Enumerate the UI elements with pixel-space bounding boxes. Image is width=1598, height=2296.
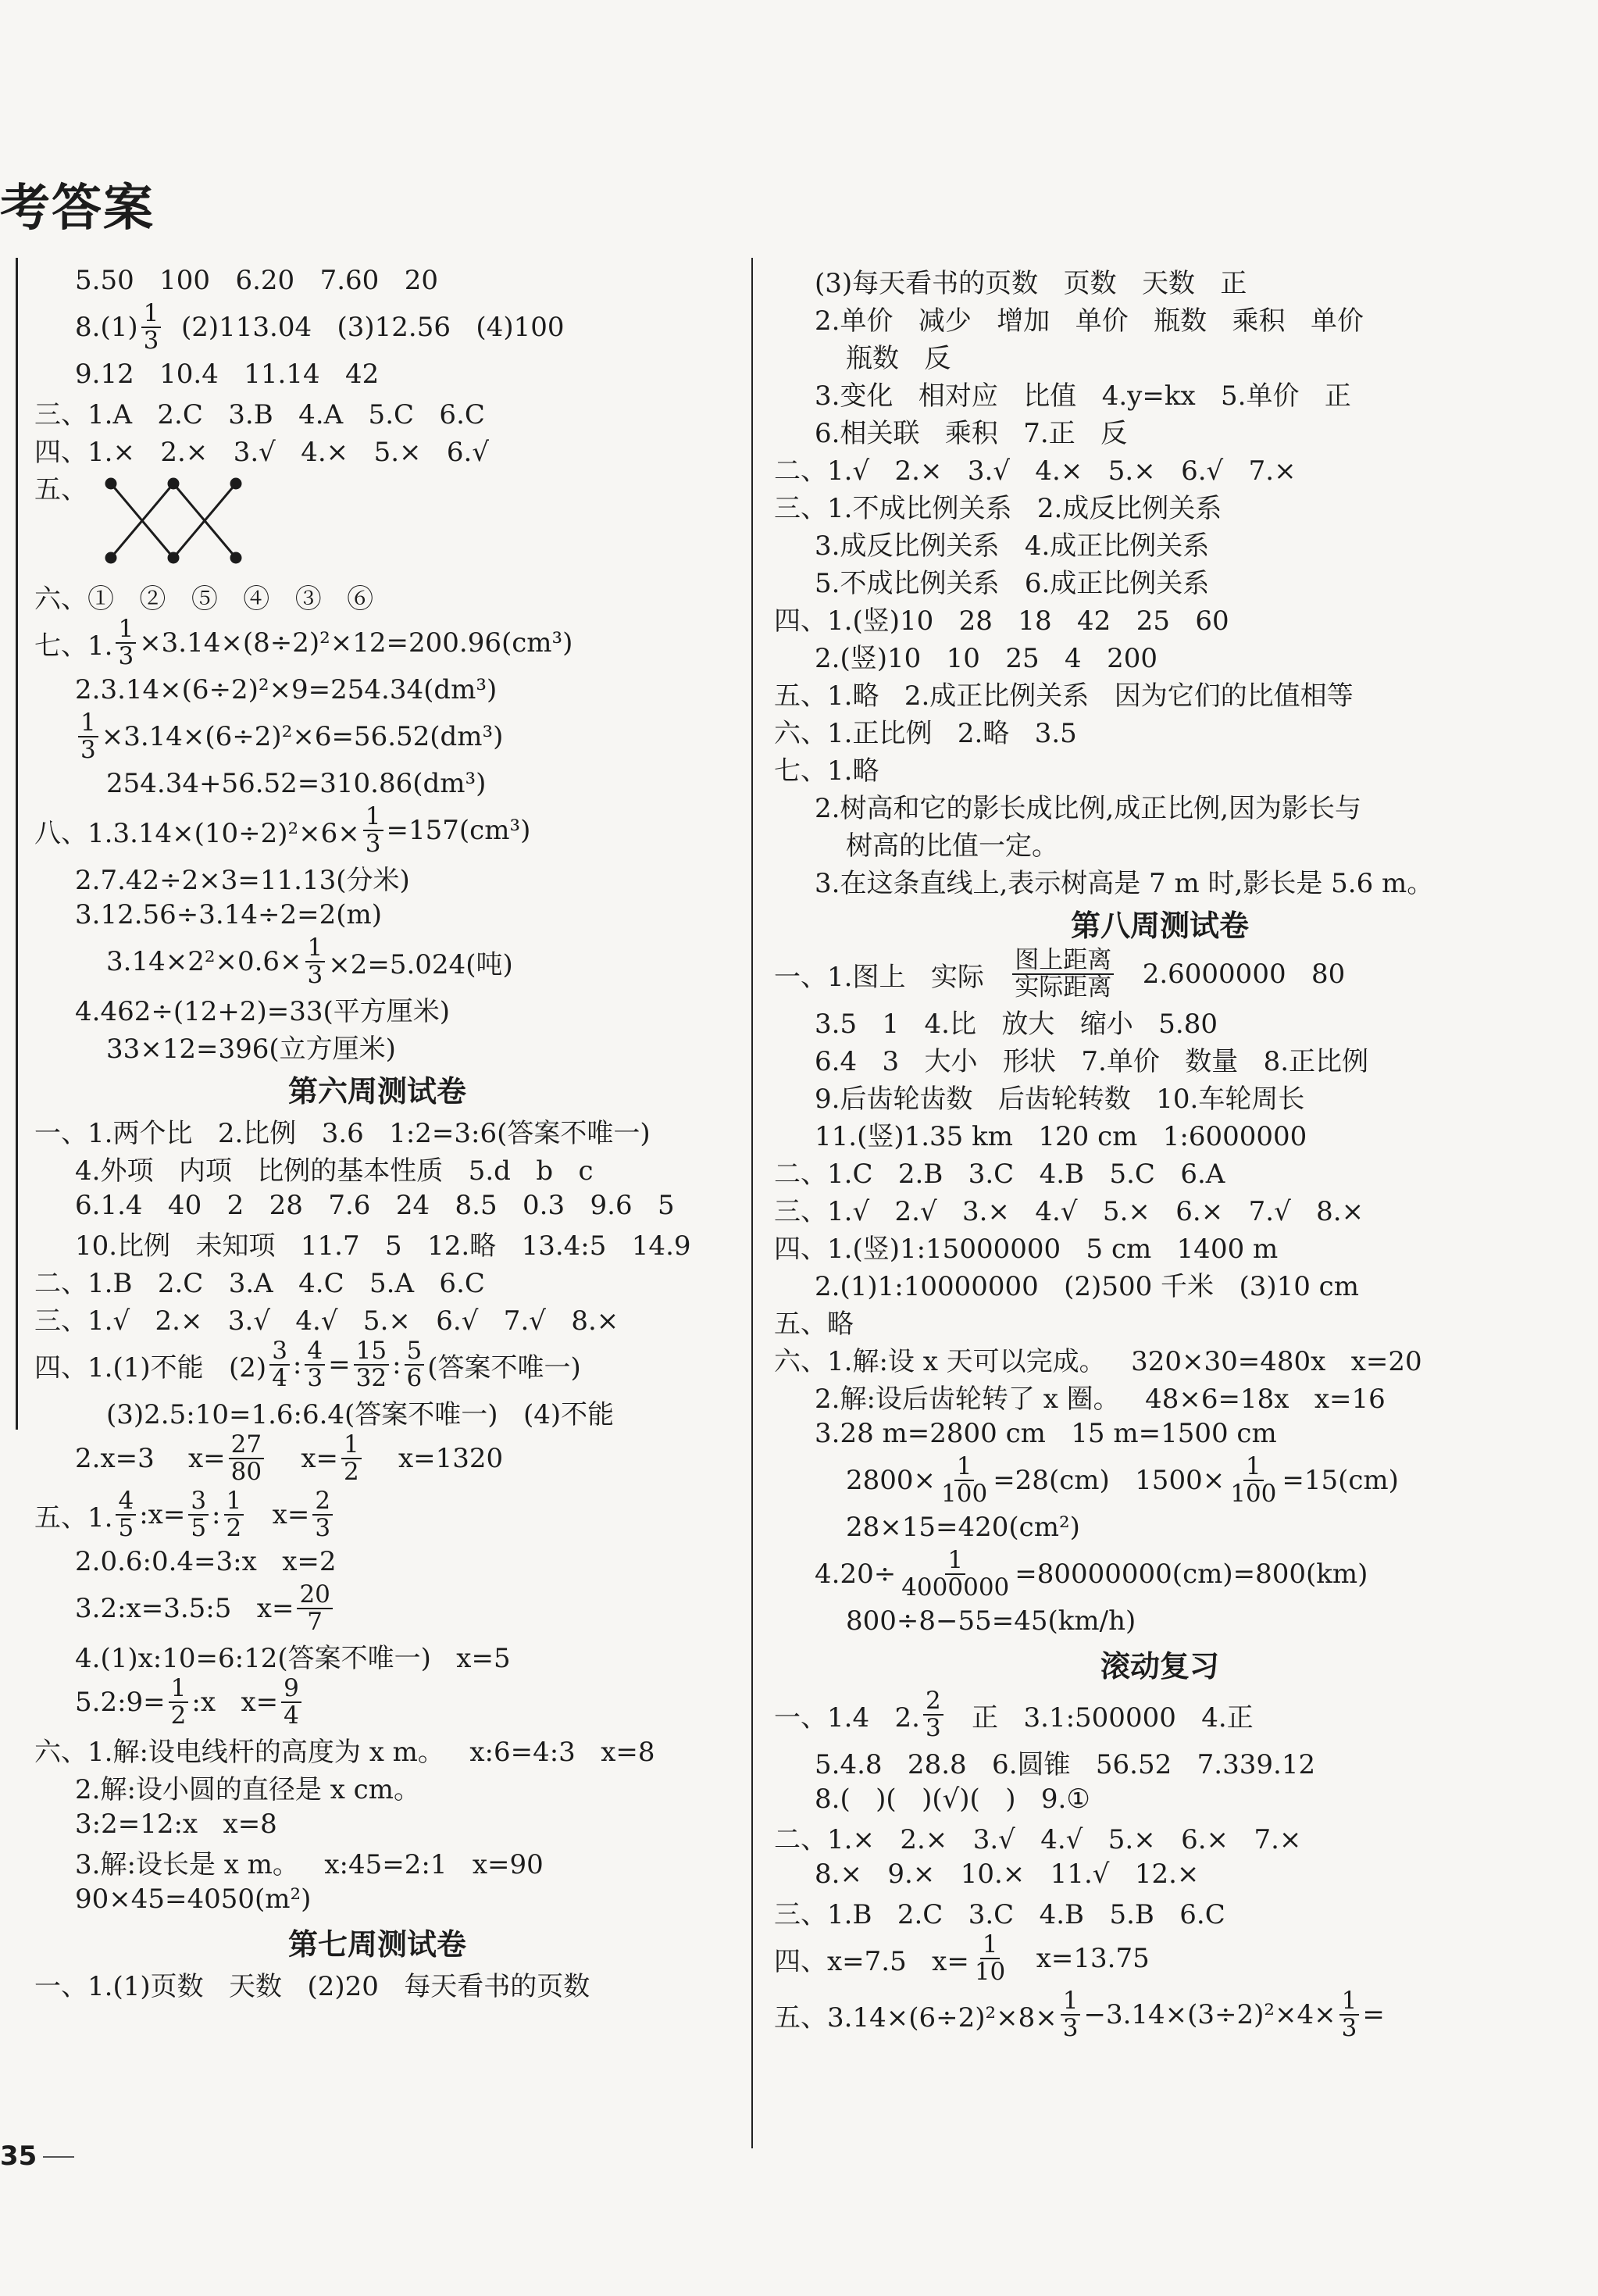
answer-text: 8.× 9.× 10.× 11.√ 12.× bbox=[815, 1859, 1200, 1890]
answer-line bbox=[30, 1027, 725, 1065]
answer-text: :x= bbox=[139, 1499, 186, 1530]
answer-text: : bbox=[392, 1349, 401, 1380]
fraction-denominator: 100 bbox=[1230, 1480, 1277, 1508]
fraction bbox=[972, 1932, 1008, 1984]
answer-line bbox=[769, 1743, 1550, 1780]
fraction-numerator: 4 bbox=[116, 1488, 136, 1516]
fraction-denominator: 80 bbox=[230, 1458, 262, 1486]
answer-line bbox=[769, 1687, 1550, 1743]
answer-line bbox=[30, 1299, 725, 1337]
fraction-numerator: 1 bbox=[1061, 1988, 1081, 2016]
answer-line bbox=[30, 671, 725, 709]
answer-line bbox=[769, 1340, 1550, 1377]
answer-line bbox=[769, 1855, 1550, 1893]
fraction bbox=[1228, 1454, 1279, 1506]
answer-line bbox=[769, 946, 1550, 1002]
fraction bbox=[281, 1676, 301, 1728]
answer-text: 3.12.56÷3.14÷2=2(m) bbox=[75, 899, 382, 930]
answer-text: 90×45=4050(m²) bbox=[75, 1884, 312, 1915]
fraction-numerator: 1 bbox=[141, 301, 162, 328]
fraction-denominator: 3 bbox=[143, 327, 159, 355]
answer-text: 三、1.B 2.C 3.C 4.B 5.B 6.C bbox=[774, 1898, 1225, 1930]
fraction bbox=[341, 1432, 362, 1484]
fraction-denominator: 3 bbox=[1341, 2014, 1357, 2042]
answer-line bbox=[30, 934, 725, 990]
answer-text: 2.解:设后齿轮转了 x 圈。 48×6=18x x=16 bbox=[815, 1383, 1386, 1415]
fraction-denominator: 3 bbox=[925, 1714, 941, 1742]
answer-text: : bbox=[292, 1349, 302, 1380]
answer-text: 2.x=3 x= bbox=[75, 1443, 226, 1474]
answer-line bbox=[769, 674, 1550, 712]
answer-text: 七、1. bbox=[34, 630, 113, 662]
answer-text: x=1320 bbox=[364, 1443, 504, 1474]
fraction-numerator: 15 bbox=[354, 1338, 389, 1366]
answer-line bbox=[769, 1546, 1550, 1602]
answer-text: 五、1.略 2.成正比例关系 因为它们的比值相等 bbox=[774, 680, 1354, 712]
answer-text: 4.20÷ bbox=[815, 1559, 897, 1590]
fraction bbox=[1339, 1988, 1360, 2041]
fraction-denominator: 3 bbox=[307, 961, 323, 989]
answer-text: 2.0.6:0.4=3:x x=2 bbox=[75, 1546, 337, 1577]
answer-line bbox=[769, 1780, 1550, 1818]
answer-text: 28×15=420(cm²) bbox=[846, 1512, 1080, 1543]
answer-text: 三、1.A 2.C 3.B 4.A 5.C 6.C bbox=[34, 398, 485, 430]
fraction-numerator: 1 bbox=[305, 935, 326, 962]
answer-line bbox=[30, 262, 725, 299]
answer-text: 8.( )( )(√)( ) 9.① bbox=[815, 1784, 1090, 1815]
answer-text: ×2=5.024(吨) bbox=[328, 948, 513, 980]
answer-text: 5.50 100 6.20 7.60 20 bbox=[75, 265, 438, 296]
fraction bbox=[78, 710, 98, 762]
answer-text: (3)2.5:10=1.6:6.4(答案不唯一) (4)不能 bbox=[106, 1398, 615, 1430]
answer-line bbox=[769, 524, 1550, 562]
fraction-numerator: 3 bbox=[269, 1338, 290, 1366]
fraction-denominator: 4 bbox=[284, 1701, 299, 1730]
fraction bbox=[923, 1688, 943, 1741]
answer-line bbox=[30, 1393, 725, 1430]
answer-text: 五、略 bbox=[774, 1308, 854, 1340]
answer-text: 3.解:设长是 x m。 x:45=2:1 x=90 bbox=[75, 1848, 544, 1880]
fraction-denominator: 7 bbox=[307, 1608, 323, 1636]
fraction-numerator: 2 bbox=[312, 1488, 333, 1516]
answer-text: 五、3.14×(6÷2)²×8× bbox=[774, 2001, 1058, 2034]
fraction bbox=[297, 1582, 332, 1634]
answer-line bbox=[30, 1187, 725, 1224]
answer-line bbox=[30, 577, 725, 615]
fraction-denominator: 4000000 bbox=[901, 1573, 1010, 1601]
answer-text: 5.不成比例关系 6.成正比例关系 bbox=[815, 567, 1210, 599]
answer-line bbox=[30, 1262, 725, 1299]
answer-line bbox=[769, 599, 1550, 637]
answer-line bbox=[769, 1602, 1550, 1640]
answer-text: 树高的比值一定。 bbox=[846, 830, 1058, 862]
answer-line bbox=[769, 1040, 1550, 1077]
answer-text: = bbox=[328, 1349, 351, 1380]
fraction bbox=[169, 1676, 189, 1728]
section-heading: 第八周测试卷 bbox=[1070, 908, 1249, 943]
answer-line bbox=[769, 1987, 1550, 2043]
fraction-numerator: 1 bbox=[954, 1454, 975, 1481]
answer-text: 6.1.4 40 2 28 7.6 24 8.5 0.3 9.6 5 bbox=[75, 1190, 675, 1221]
answer-line bbox=[30, 1224, 725, 1262]
fraction bbox=[188, 1488, 209, 1541]
answer-line bbox=[769, 1115, 1550, 1152]
answer-text: 七、1.略 bbox=[774, 755, 879, 787]
answer-text: 2.解:设小圆的直径是 x cm。 bbox=[75, 1773, 420, 1805]
answer-line bbox=[30, 355, 725, 393]
answer-text: x= bbox=[247, 1499, 310, 1530]
column-divider bbox=[751, 258, 753, 2148]
fraction bbox=[312, 1488, 333, 1541]
answer-line bbox=[30, 1880, 725, 1918]
right-answer-column bbox=[769, 262, 1550, 2043]
answer-line bbox=[30, 430, 725, 468]
answer-line bbox=[769, 1002, 1550, 1040]
fraction-numerator: 1 bbox=[78, 710, 98, 737]
fraction-numerator: 9 bbox=[281, 1676, 301, 1703]
answer-line bbox=[30, 615, 725, 671]
fraction bbox=[363, 804, 383, 856]
answer-line bbox=[769, 787, 1550, 824]
answer-text: (2)113.04 (3)12.56 (4)100 bbox=[164, 312, 565, 343]
answer-line bbox=[769, 1152, 1550, 1190]
answer-text: 六、1.解:设 x 天可以完成。 320×30=480x x=20 bbox=[774, 1345, 1422, 1377]
answer-line bbox=[769, 1818, 1550, 1855]
fraction bbox=[1012, 948, 1114, 1000]
answer-text: 三、1.不成比例关系 2.成反比例关系 bbox=[774, 492, 1222, 524]
answer-text: 四、1.(竖)1:15000000 5 cm 1400 m bbox=[774, 1233, 1279, 1265]
answer-text: 2.(竖)10 10 25 4 200 bbox=[815, 642, 1157, 674]
answer-line bbox=[30, 299, 725, 355]
answer-text: 9.后齿轮齿数 后齿轮转数 10.车轮周长 bbox=[815, 1083, 1305, 1115]
answer-text: =15(cm) bbox=[1282, 1465, 1399, 1496]
fraction-denominator: 32 bbox=[355, 1364, 387, 1392]
answer-line bbox=[30, 709, 725, 765]
answer-text: 3.14×2²×0.6× bbox=[106, 946, 302, 977]
section-heading: 第七周测试卷 bbox=[287, 1926, 466, 1962]
answer-text: 4.462÷(12+2)=33(平方厘米) bbox=[75, 995, 451, 1027]
answer-text: 3.在这条直线上,表示树高是 7 m 时,影长是 5.6 m。 bbox=[815, 867, 1434, 899]
answer-text: = bbox=[1362, 1999, 1385, 2030]
answer-text: : bbox=[212, 1499, 221, 1530]
answer-line bbox=[30, 393, 725, 430]
fraction-denominator: 5 bbox=[191, 1514, 207, 1542]
fraction-denominator: 4 bbox=[272, 1364, 287, 1392]
answer-line bbox=[769, 1077, 1550, 1115]
page-number-dash bbox=[43, 2156, 74, 2158]
fraction-numerator: 27 bbox=[229, 1432, 264, 1459]
fraction-denominator: 3 bbox=[1062, 2014, 1079, 2042]
answer-text: 一、1.两个比 2.比例 3.6 1:2=3:6(答案不唯一) bbox=[34, 1117, 651, 1149]
answer-text: 四、1.(1)不能 (2) bbox=[34, 1352, 267, 1384]
answer-text: 2.树高和它的影长成比例,成正比例,因为影长与 bbox=[815, 792, 1362, 824]
fraction bbox=[939, 1454, 990, 1506]
answer-text: 四、1.(竖)10 28 18 42 25 60 bbox=[774, 605, 1229, 637]
answer-text: −3.14×(3÷2)²×4× bbox=[1083, 1999, 1336, 2030]
answer-line bbox=[769, 337, 1550, 374]
answer-line bbox=[30, 1580, 725, 1637]
fraction-denominator: 2 bbox=[344, 1458, 359, 1486]
fraction bbox=[116, 1488, 136, 1541]
answer-line bbox=[30, 896, 725, 934]
page-number: 35 bbox=[0, 2141, 37, 2172]
fraction-numerator: 4 bbox=[305, 1338, 325, 1366]
answer-text: (3)每天看书的页数 页数 天数 正 bbox=[815, 267, 1247, 299]
answer-line bbox=[769, 1452, 1550, 1509]
answer-line bbox=[30, 1730, 725, 1768]
answer-text: 六、1.正比例 2.略 3.5 bbox=[774, 717, 1077, 749]
answer-text: 四、1.× 2.× 3.√ 4.× 5.× 6.√ bbox=[34, 436, 490, 468]
answer-text: 五、 bbox=[34, 474, 87, 505]
answer-line bbox=[30, 1543, 725, 1580]
answer-text: 254.34+56.52=310.86(dm³) bbox=[106, 768, 487, 799]
answer-text: 3.变化 相对应 比值 4.y=kx 5.单价 正 bbox=[815, 380, 1351, 412]
answer-line bbox=[769, 487, 1550, 524]
answer-text: 2.单价 减少 增加 单价 瓶数 乘积 单价 bbox=[815, 305, 1364, 337]
answer-text: 二、1.C 2.B 3.C 4.B 5.C 6.A bbox=[774, 1158, 1225, 1190]
fraction-numerator: 1 bbox=[980, 1932, 1001, 1959]
answer-line bbox=[30, 1487, 725, 1543]
answer-line bbox=[769, 1227, 1550, 1265]
fraction-denominator: 6 bbox=[406, 1364, 423, 1392]
fraction-denominator: 10 bbox=[974, 1958, 1006, 1986]
fraction-denominator: 3 bbox=[118, 642, 134, 670]
matching-lines-diagram bbox=[87, 468, 259, 570]
fraction bbox=[116, 616, 136, 669]
answer-text: 2.6000000 80 bbox=[1117, 959, 1346, 990]
fraction-numerator: 2 bbox=[923, 1688, 943, 1716]
fraction-numerator: 1 bbox=[341, 1432, 362, 1459]
answer-line bbox=[769, 1377, 1550, 1415]
answer-text: 正 3.1:500000 4.正 bbox=[946, 1701, 1254, 1734]
answer-text: 3.成反比例关系 4.成正比例关系 bbox=[815, 530, 1210, 562]
answer-text: 二、1.√ 2.× 3.√ 4.× 5.× 6.√ 7.× bbox=[774, 455, 1297, 487]
answer-text: 2.3.14×(6÷2)²×9=254.34(dm³) bbox=[75, 674, 498, 705]
answer-text: 二、1.× 2.× 3.√ 4.√ 5.× 6.× 7.× bbox=[774, 1823, 1302, 1855]
fraction-denominator: 实际距离 bbox=[1015, 973, 1112, 1002]
section-heading: 滚动复习 bbox=[1100, 1648, 1219, 1684]
answer-text: 2800× bbox=[846, 1465, 936, 1496]
answer-text: 4.外项 内项 比例的基本性质 5.d b c bbox=[75, 1155, 594, 1187]
fraction-denominator: 3 bbox=[80, 736, 96, 764]
answer-line bbox=[769, 1509, 1550, 1546]
answer-line bbox=[769, 1930, 1550, 1987]
answer-line bbox=[769, 412, 1550, 449]
answer-line bbox=[30, 1674, 725, 1730]
answer-text: 四、x=7.5 x= bbox=[774, 1945, 969, 1977]
answer-line bbox=[30, 802, 725, 859]
fraction-numerator: 1 bbox=[224, 1488, 244, 1516]
answer-text: =80000000(cm)=800(km) bbox=[1015, 1559, 1368, 1590]
answer-text: 八、1.3.14×(10÷2)²×6× bbox=[34, 817, 360, 849]
fraction-denominator: 100 bbox=[941, 1480, 988, 1508]
fraction bbox=[305, 935, 326, 987]
answer-text: ×3.14×(8÷2)²×12=200.96(cm³) bbox=[139, 627, 573, 659]
answer-text: 800÷8−55=45(km/h) bbox=[846, 1605, 1136, 1637]
answer-line bbox=[30, 1805, 725, 1843]
fraction-denominator: 2 bbox=[226, 1514, 242, 1542]
answer-line bbox=[30, 1149, 725, 1187]
answer-line bbox=[30, 1337, 725, 1393]
fraction-numerator: 图上距离 bbox=[1012, 948, 1114, 975]
answer-text: 一、1.图上 实际 bbox=[774, 961, 1010, 993]
fraction bbox=[1061, 1988, 1081, 2041]
answer-text: 5.4.8 28.8 6.圆锥 56.52 7.339.12 bbox=[815, 1748, 1316, 1780]
answer-text: 一、1.(1)页数 天数 (2)20 每天看书的页数 bbox=[34, 1970, 590, 2002]
page-header-title: 考答案 bbox=[0, 180, 155, 237]
answer-line bbox=[30, 990, 725, 1027]
fraction-numerator: 3 bbox=[188, 1488, 209, 1516]
answer-text: 二、1.B 2.C 3.A 4.C 5.A 6.C bbox=[34, 1267, 485, 1299]
answer-text: 五、1. bbox=[34, 1502, 113, 1534]
answer-line bbox=[769, 637, 1550, 674]
left-margin-rule bbox=[16, 258, 18, 1430]
answer-line bbox=[769, 824, 1550, 862]
answer-text: :x x= bbox=[191, 1687, 279, 1718]
answer-text: 瓶数 反 bbox=[846, 342, 951, 374]
answer-text: 6.4 3 大小 形状 7.单价 数量 8.正比例 bbox=[815, 1045, 1369, 1077]
answer-line bbox=[769, 712, 1550, 749]
answer-text: 2.(1)1:10000000 (2)500 千米 (3)10 cm bbox=[815, 1270, 1359, 1302]
answer-line bbox=[769, 299, 1550, 337]
fraction bbox=[269, 1338, 290, 1391]
answer-line bbox=[769, 1190, 1550, 1227]
fraction-numerator: 5 bbox=[405, 1338, 425, 1366]
answer-text: 9.12 10.4 11.14 42 bbox=[75, 359, 380, 390]
answer-line bbox=[30, 1768, 725, 1805]
answer-line bbox=[769, 1302, 1550, 1340]
fraction-numerator: 20 bbox=[297, 1582, 332, 1609]
answer-text: 3.2:x=3.5:5 x= bbox=[75, 1593, 294, 1624]
fraction-numerator: 1 bbox=[169, 1676, 189, 1703]
answer-text: =28(cm) 1500× bbox=[993, 1465, 1225, 1496]
fraction-denominator: 3 bbox=[365, 830, 381, 858]
answer-text: 三、1.√ 2.× 3.√ 4.√ 5.× 6.√ 7.√ 8.× bbox=[34, 1305, 619, 1337]
answer-text: x=13.75 bbox=[1011, 1943, 1150, 1974]
fraction bbox=[141, 301, 162, 353]
section-heading: 第六周测试卷 bbox=[287, 1073, 466, 1109]
fraction-denominator: 3 bbox=[307, 1364, 323, 1392]
answer-text: 3.5 1 4.比 放大 缩小 5.80 bbox=[815, 1008, 1218, 1040]
answer-text: 三、1.√ 2.√ 3.× 4.√ 5.× 6.× 7.√ 8.× bbox=[774, 1195, 1364, 1227]
fraction-numerator: 1 bbox=[363, 804, 383, 831]
answer-text: 10.比例 未知项 11.7 5 12.略 13.4:5 14.9 bbox=[75, 1230, 691, 1262]
answer-line bbox=[769, 449, 1550, 487]
answer-line bbox=[30, 1843, 725, 1880]
answer-text: 六、① ② ⑤ ④ ③ ⑥ bbox=[34, 583, 374, 615]
answer-line bbox=[30, 859, 725, 896]
fraction-numerator: 1 bbox=[945, 1548, 965, 1575]
answer-text: 6.相关联 乘积 7.正 反 bbox=[815, 417, 1128, 449]
answer-line bbox=[769, 374, 1550, 412]
fraction bbox=[405, 1338, 425, 1391]
fraction-numerator: 1 bbox=[1339, 1988, 1360, 2016]
answer-text: x= bbox=[267, 1443, 338, 1474]
left-answer-column bbox=[30, 262, 725, 2002]
fraction bbox=[305, 1338, 325, 1391]
answer-line bbox=[769, 862, 1550, 899]
answer-text: 4.(1)x:10=6:12(答案不唯一) x=5 bbox=[75, 1642, 511, 1674]
answer-line bbox=[769, 1265, 1550, 1302]
answer-text: 5.2:9= bbox=[75, 1687, 166, 1718]
fraction-numerator: 1 bbox=[116, 616, 136, 644]
answer-line bbox=[769, 1415, 1550, 1452]
answer-line bbox=[769, 749, 1550, 787]
answer-text: ×3.14×(6÷2)²×6=56.52(dm³) bbox=[101, 721, 504, 752]
fraction bbox=[899, 1548, 1011, 1600]
answer-text: 11.(竖)1.35 km 120 cm 1:6000000 bbox=[815, 1120, 1307, 1152]
answer-text: 8.(1) bbox=[75, 312, 138, 343]
fraction-denominator: 3 bbox=[315, 1514, 331, 1542]
answer-line bbox=[769, 562, 1550, 599]
answer-line bbox=[30, 1430, 725, 1487]
fraction bbox=[224, 1488, 244, 1541]
answer-line bbox=[30, 468, 725, 577]
answer-line bbox=[769, 262, 1550, 299]
answer-line bbox=[30, 765, 725, 802]
fraction-denominator: 5 bbox=[118, 1514, 134, 1542]
fraction bbox=[229, 1432, 264, 1484]
answer-text: 3:2=12:x x=8 bbox=[75, 1809, 277, 1840]
fraction bbox=[354, 1338, 389, 1391]
answer-text: 33×12=396(立方厘米) bbox=[106, 1033, 396, 1065]
answer-text: (答案不唯一) bbox=[427, 1352, 581, 1384]
answer-text: 2.7.42÷2×3=11.13(分米) bbox=[75, 864, 410, 896]
answer-line bbox=[30, 1637, 725, 1674]
fraction-numerator: 1 bbox=[1243, 1454, 1264, 1481]
answer-line bbox=[30, 1112, 725, 1149]
answer-line bbox=[30, 1965, 725, 2002]
fraction-denominator: 2 bbox=[170, 1701, 187, 1730]
answer-text: 六、1.解:设电线杆的高度为 x m。 x:6=4:3 x=8 bbox=[34, 1736, 655, 1768]
answer-text: 一、1.4 2. bbox=[774, 1701, 920, 1734]
answer-text: =157(cm³) bbox=[386, 815, 531, 846]
answer-line bbox=[769, 1893, 1550, 1930]
answer-text: 3.28 m=2800 cm 15 m=1500 cm bbox=[815, 1418, 1277, 1449]
